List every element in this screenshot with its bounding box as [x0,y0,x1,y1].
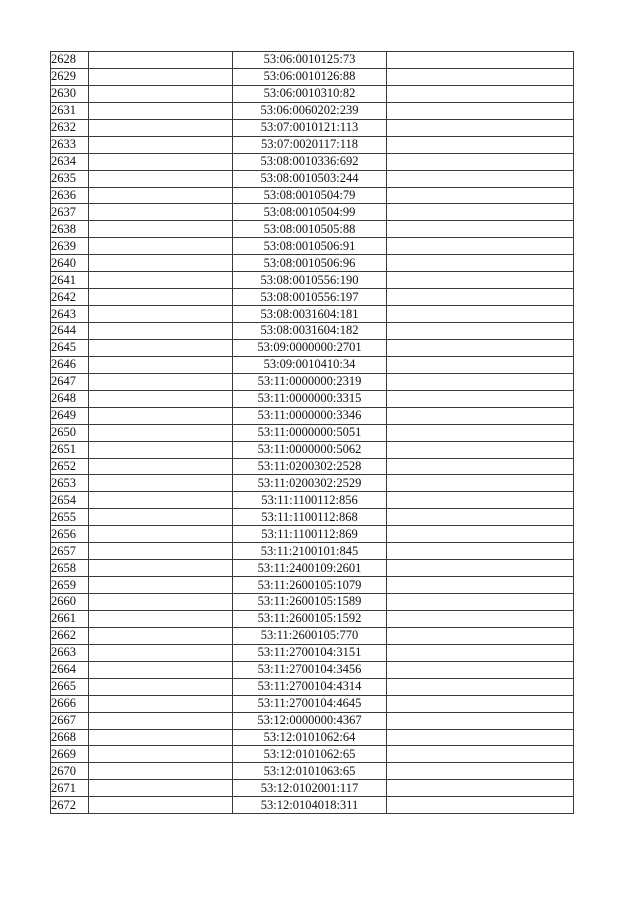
row-number-cell: 2668 [51,729,89,746]
row-number-cell: 2666 [51,695,89,712]
empty-cell [89,797,233,814]
empty-cell [387,323,574,340]
empty-cell [387,610,574,627]
empty-cell [89,543,233,560]
empty-cell [89,780,233,797]
empty-cell [387,458,574,475]
cadastral-number-cell: 53:12:0101062:64 [233,729,387,746]
empty-cell [89,729,233,746]
cadastral-number-cell: 53:08:0010504:99 [233,204,387,221]
cadastral-number-cell: 53:08:0031604:181 [233,306,387,323]
table-row [51,136,574,153]
empty-cell [387,272,574,289]
empty-cell [89,424,233,441]
table-row [51,746,574,763]
empty-cell [387,221,574,238]
table-row [51,238,574,255]
empty-cell [387,153,574,170]
empty-cell [89,85,233,102]
cadastral-number-cell: 53:11:2600105:1079 [233,577,387,594]
empty-cell [387,85,574,102]
row-number-cell: 2659 [51,577,89,594]
cadastral-number-cell: 53:11:2700104:3151 [233,644,387,661]
row-number-cell: 2632 [51,119,89,136]
empty-cell [89,221,233,238]
cadastral-number-cell: 53:06:0010310:82 [233,85,387,102]
table-row [51,356,574,373]
table-row [51,306,574,323]
cadastral-number-cell: 53:08:0010503:244 [233,170,387,187]
empty-cell [387,644,574,661]
empty-cell [89,68,233,85]
empty-cell [387,712,574,729]
empty-cell [387,102,574,119]
empty-cell [89,560,233,577]
row-number-cell: 2650 [51,424,89,441]
table-row [51,102,574,119]
empty-cell [387,695,574,712]
row-number-cell: 2646 [51,356,89,373]
table-row [51,221,574,238]
cadastral-number-cell: 53:11:2600105:1592 [233,610,387,627]
table-row [51,577,574,594]
cadastral-number-cell: 53:06:0060202:239 [233,102,387,119]
empty-cell [89,373,233,390]
empty-cell [89,289,233,306]
empty-cell [387,475,574,492]
row-number-cell: 2655 [51,509,89,526]
cadastral-number-cell: 53:11:0000000:5051 [233,424,387,441]
table-row [51,373,574,390]
table-row [51,797,574,814]
table-row [51,627,574,644]
cadastral-number-cell: 53:11:2600105:770 [233,627,387,644]
empty-cell [89,678,233,695]
table-row [51,272,574,289]
empty-cell [89,187,233,204]
empty-cell [89,238,233,255]
table-row [51,763,574,780]
row-number-cell: 2663 [51,644,89,661]
table-row [51,255,574,272]
empty-cell [89,204,233,221]
empty-cell [387,373,574,390]
table-row [51,52,574,69]
empty-cell [387,780,574,797]
row-number-cell: 2633 [51,136,89,153]
table-row [51,712,574,729]
empty-cell [89,52,233,69]
empty-cell [387,119,574,136]
row-number-cell: 2661 [51,610,89,627]
cadastral-number-cell: 53:09:0000000:2701 [233,339,387,356]
empty-cell [387,170,574,187]
row-number-cell: 2672 [51,797,89,814]
empty-cell [387,390,574,407]
empty-cell [387,255,574,272]
row-number-cell: 2658 [51,560,89,577]
table-row [51,204,574,221]
table-row [51,492,574,509]
empty-cell [89,102,233,119]
row-number-cell: 2641 [51,272,89,289]
empty-cell [89,492,233,509]
empty-cell [387,424,574,441]
empty-cell [387,289,574,306]
empty-cell [89,356,233,373]
cadastral-number-cell: 53:08:0010336:692 [233,153,387,170]
empty-cell [89,526,233,543]
empty-cell [387,577,574,594]
empty-cell [387,763,574,780]
empty-cell [387,204,574,221]
row-number-cell: 2630 [51,85,89,102]
empty-cell [89,763,233,780]
table-row [51,441,574,458]
cadastral-number-cell: 53:12:0101063:65 [233,763,387,780]
cadastral-number-cell: 53:07:0010121:113 [233,119,387,136]
row-number-cell: 2639 [51,238,89,255]
table-row [51,68,574,85]
empty-cell [89,577,233,594]
cadastral-number-cell: 53:07:0020117:118 [233,136,387,153]
row-number-cell: 2628 [51,52,89,69]
empty-cell [89,407,233,424]
table-row [51,729,574,746]
row-number-cell: 2645 [51,339,89,356]
empty-cell [387,441,574,458]
empty-cell [387,526,574,543]
empty-cell [89,610,233,627]
table-row [51,661,574,678]
empty-cell [387,68,574,85]
empty-cell [89,119,233,136]
empty-cell [387,136,574,153]
table-row [51,187,574,204]
row-number-cell: 2667 [51,712,89,729]
empty-cell [387,594,574,611]
empty-cell [89,272,233,289]
row-number-cell: 2636 [51,187,89,204]
row-number-cell: 2665 [51,678,89,695]
cadastral-number-cell: 53:06:0010125:73 [233,52,387,69]
empty-cell [387,339,574,356]
table-row [51,458,574,475]
table-row [51,475,574,492]
empty-cell [89,390,233,407]
registry-table-body [51,52,574,814]
cadastral-number-cell: 53:12:0102001:117 [233,780,387,797]
empty-cell [89,644,233,661]
row-number-cell: 2653 [51,475,89,492]
empty-cell [387,52,574,69]
table-row [51,323,574,340]
table-row [51,390,574,407]
cadastral-number-cell: 53:08:0010556:190 [233,272,387,289]
empty-cell [89,339,233,356]
row-number-cell: 2647 [51,373,89,390]
empty-cell [387,238,574,255]
empty-cell [89,509,233,526]
table-row [51,678,574,695]
empty-cell [387,560,574,577]
empty-cell [387,729,574,746]
cadastral-number-cell: 53:11:2700104:4314 [233,678,387,695]
cadastral-number-cell: 53:11:0000000:2319 [233,373,387,390]
table-row [51,594,574,611]
cadastral-number-cell: 53:11:0000000:5062 [233,441,387,458]
row-number-cell: 2635 [51,170,89,187]
cadastral-number-cell: 53:08:0010505:88 [233,221,387,238]
empty-cell [89,746,233,763]
empty-cell [89,695,233,712]
table-row [51,526,574,543]
cadastral-number-cell: 53:11:0000000:3315 [233,390,387,407]
empty-cell [89,136,233,153]
cadastral-number-cell: 53:08:0010556:197 [233,289,387,306]
table-row [51,170,574,187]
empty-cell [89,475,233,492]
cadastral-number-cell: 53:11:1100112:868 [233,509,387,526]
row-number-cell: 2634 [51,153,89,170]
row-number-cell: 2642 [51,289,89,306]
empty-cell [89,255,233,272]
row-number-cell: 2644 [51,323,89,340]
cadastral-number-cell: 53:06:0010126:88 [233,68,387,85]
table-row [51,695,574,712]
cadastral-number-cell: 53:08:0010506:96 [233,255,387,272]
empty-cell [387,661,574,678]
row-number-cell: 2669 [51,746,89,763]
cadastral-number-cell: 53:11:1100112:856 [233,492,387,509]
row-number-cell: 2664 [51,661,89,678]
table-row [51,610,574,627]
table-row [51,407,574,424]
row-number-cell: 2651 [51,441,89,458]
row-number-cell: 2648 [51,390,89,407]
row-number-cell: 2649 [51,407,89,424]
table-row [51,119,574,136]
cadastral-number-cell: 53:08:0010504:79 [233,187,387,204]
empty-cell [89,153,233,170]
empty-cell [387,407,574,424]
table-row [51,543,574,560]
empty-cell [387,509,574,526]
row-number-cell: 2671 [51,780,89,797]
row-number-cell: 2643 [51,306,89,323]
cadastral-number-cell: 53:11:1100112:869 [233,526,387,543]
row-number-cell: 2629 [51,68,89,85]
empty-cell [387,797,574,814]
table-row [51,780,574,797]
row-number-cell: 2670 [51,763,89,780]
row-number-cell: 2662 [51,627,89,644]
registry-table [50,51,574,814]
cadastral-number-cell: 53:11:2100101:845 [233,543,387,560]
row-number-cell: 2656 [51,526,89,543]
empty-cell [89,170,233,187]
empty-cell [387,356,574,373]
empty-cell [89,661,233,678]
table-row [51,339,574,356]
table-row [51,509,574,526]
row-number-cell: 2637 [51,204,89,221]
empty-cell [89,627,233,644]
cadastral-number-cell: 53:11:0200302:2528 [233,458,387,475]
empty-cell [89,458,233,475]
row-number-cell: 2640 [51,255,89,272]
empty-cell [89,323,233,340]
empty-cell [387,746,574,763]
row-number-cell: 2638 [51,221,89,238]
table-row [51,560,574,577]
table-row [51,153,574,170]
empty-cell [387,543,574,560]
empty-cell [387,306,574,323]
cadastral-number-cell: 53:12:0104018:311 [233,797,387,814]
empty-cell [387,678,574,695]
empty-cell [89,306,233,323]
empty-cell [387,627,574,644]
cadastral-number-cell: 53:08:0031604:182 [233,323,387,340]
cadastral-number-cell: 53:12:0101062:65 [233,746,387,763]
row-number-cell: 2652 [51,458,89,475]
empty-cell [89,441,233,458]
row-number-cell: 2654 [51,492,89,509]
cadastral-number-cell: 53:09:0010410:34 [233,356,387,373]
row-number-cell: 2631 [51,102,89,119]
empty-cell [387,492,574,509]
table-row [51,424,574,441]
empty-cell [89,594,233,611]
cadastral-number-cell: 53:11:2400109:2601 [233,560,387,577]
cadastral-number-cell: 53:11:0000000:3346 [233,407,387,424]
cadastral-number-cell: 53:11:2700104:4645 [233,695,387,712]
table-row [51,644,574,661]
row-number-cell: 2657 [51,543,89,560]
cadastral-number-cell: 53:11:0200302:2529 [233,475,387,492]
empty-cell [387,187,574,204]
empty-cell [89,712,233,729]
cadastral-number-cell: 53:12:0000000:4367 [233,712,387,729]
cadastral-number-cell: 53:11:2600105:1589 [233,594,387,611]
cadastral-number-cell: 53:11:2700104:3456 [233,661,387,678]
table-row [51,85,574,102]
table-row [51,289,574,306]
cadastral-number-cell: 53:08:0010506:91 [233,238,387,255]
row-number-cell: 2660 [51,594,89,611]
